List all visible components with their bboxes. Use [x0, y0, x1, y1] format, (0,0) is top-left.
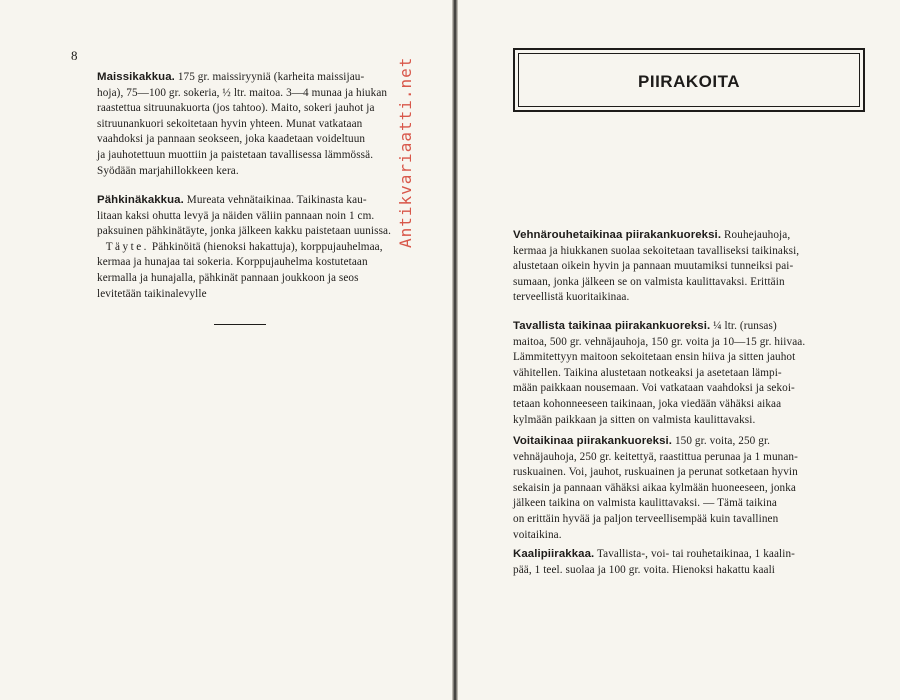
text-line: 150 gr. voita, 250 gr. [672, 435, 771, 447]
text-line: mään paikkaan nousemaan. Voi vatkataan vaahdoksi ja sekoi- [513, 382, 795, 395]
recipe-maissikakkua [97, 70, 412, 179]
recipe-paragraph [513, 228, 871, 306]
recipe-vehnarouhetaikinaa [513, 228, 871, 306]
text-line: Syödään marjahillokkeen kera. [97, 164, 239, 177]
text-line: kermaa ja hunajaa tai sokeria. Korppujauhelma kostutetaan [97, 256, 368, 269]
text-line: kermaa ja hiukkanen suolaa sekoitetaan tavalliseksi taikinaksi, [513, 244, 800, 257]
right-page [458, 0, 900, 700]
text-line: hoja), 75—100 gr. sokeria, ½ ltr. maitoa. 3—4 munaa ja hiukan [97, 86, 388, 99]
text-line: ja jauhotettuun muottiin ja paistetaan tavallisessa lämmössä. [97, 148, 374, 161]
recipe-paragraph [97, 70, 412, 179]
text-line: pää, 1 teel. suolaa ja 100 gr. voita. Hienoksi hakattu kaali [513, 563, 775, 576]
text-line: raastettua sitruunakuorta (jos tahtoo). Maito, sokeri jauhot ja [97, 102, 375, 115]
page-number: 8 [71, 48, 78, 63]
recipe-paragraph [513, 319, 871, 428]
text-line: sekaisin ja pannaan vähäksi aikaa kylmään huoneeseen, jonka [513, 481, 796, 494]
recipe-title: Vehnärouhetaikinaa piirakankuoreksi. [513, 229, 722, 241]
text-line: ruskuainen. Voi, jauhot, ruskuainen ja perunat sotketaan hyvin [513, 466, 798, 479]
text-line: paksuinen pähkinätäyte, jonka jälkeen kakku paistetaan uunissa. [97, 225, 391, 238]
recipe-title: Pähkinäkakkua. [97, 194, 184, 206]
text-line: tetaan kohonneeseen taikinaan, joka viedään vähäksi aikaa [513, 397, 782, 410]
recipe-paragraph [513, 434, 871, 543]
recipe-tavallista-taikinaa [513, 319, 871, 428]
section-title: PIIRAKOITA [638, 72, 740, 91]
text-line: Tavallista-, voi- tai rouhetaikinaa, 1 kaalin- [594, 548, 795, 560]
watermark-text: Antikvariaatti.net [396, 56, 415, 248]
text-line: alustetaan oikein hyvin ja pannaan muutamiksi tunneiksi pai- [513, 260, 794, 273]
text-line: 175 gr. maissiryyniä (karheita maissijau- [174, 71, 365, 83]
recipe-paragraph [513, 547, 871, 578]
text-line: levitetään taikinalevylle [97, 287, 207, 300]
recipe-voitaikinaa [513, 434, 871, 543]
text-line: Rouhejauhoja, [721, 229, 791, 241]
recipe-title: Tavallista taikinaa piirakankuoreksi. [513, 320, 711, 332]
text-line: jälkeen taikina on valmista kaulittavaksi. — Tämä taikina [513, 497, 777, 510]
recipe-kaalipiirakkaa [513, 547, 871, 578]
text-line: ¼ ltr. (runsas) [710, 320, 777, 332]
recipe-title: Kaalipiirakkaa. [513, 548, 595, 560]
section-title-box [513, 48, 865, 112]
text-line: litaan kaksi ohutta levyä ja näiden väliin pannaan noin 1 cm. [97, 209, 375, 222]
text-line: vehnäjauhoja, 250 gr. keitettyä, raastittua perunaa ja 1 munan- [513, 450, 798, 463]
recipe-pahkinakakkua [97, 193, 412, 302]
recipe-title: Maissikakkua. [97, 71, 175, 83]
section-divider [214, 324, 266, 325]
recipe-title: Voitaikinaa piirakankuoreksi. [513, 435, 673, 447]
text-line: kermalla ja hunajalla, pähkinät pannaan joukkoon ja seos [97, 271, 359, 284]
text-line: Mureata vehnätaikinaa. Taikinasta kau- [183, 194, 367, 206]
text-line: kylmään paikkaan ja sitten on valmista kaulittavaksi. [513, 413, 756, 426]
text-line: voitaikina. [513, 528, 562, 541]
spaced-label: Täyte. [105, 240, 149, 253]
text-line: sumaan, jonka jälkeen se on valmista kaulittavaksi. Erittäin [513, 275, 785, 288]
recipe-paragraph [97, 193, 412, 302]
text-line: vaahdoksi ja pannaan seokseen, joka kaadetaan voideltuun [97, 133, 366, 146]
watermark-link[interactable] [396, 57, 415, 248]
text-line: sitruunankuori sekoitetaan hyvin yhteen. Munat vatkataan [97, 117, 363, 130]
text-line: Lämmitettyyn maitoon sekoitetaan ensin hiiva ja sitten jauhot [513, 351, 796, 364]
text-line: Pähkinöitä (hienoksi hakattuja), korppujauhelmaa, [148, 240, 383, 253]
text-line: maitoa, 500 gr. vehnäjauhoja, 150 gr. voita ja 10—15 gr. hiivaa. [513, 335, 806, 348]
text-line: terveellistä kuoritaikinaa. [513, 291, 630, 304]
text-line: on erittäin hyvää ja paljon terveellisempää kuin tavallinen [513, 512, 779, 525]
text-line: vähitellen. Taikina alustetaan notkeaksi ja asetetaan lämpi- [513, 366, 782, 379]
